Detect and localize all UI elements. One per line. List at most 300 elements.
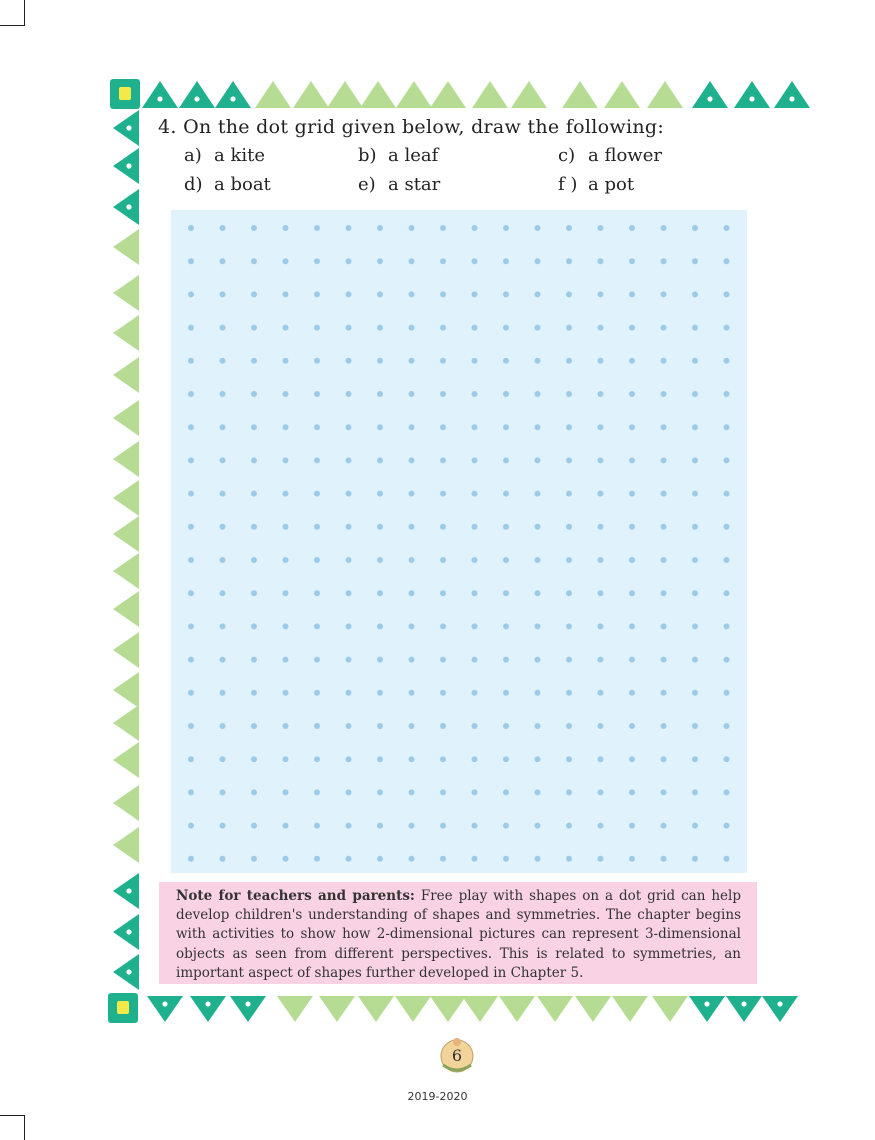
green-triangle — [462, 996, 498, 1022]
grid-dot — [314, 856, 320, 862]
grid-dot — [377, 823, 383, 829]
grid-dot — [503, 657, 509, 663]
dot-grid[interactable] — [171, 210, 747, 873]
grid-dot — [220, 524, 226, 530]
grid-dot — [692, 657, 698, 663]
grid-dot — [283, 524, 289, 530]
grid-dot — [724, 623, 730, 629]
grid-dot — [220, 358, 226, 364]
grid-dot — [692, 457, 698, 463]
grid-dot — [629, 291, 635, 297]
grid-dot — [535, 424, 541, 430]
grid-dot — [472, 325, 478, 331]
grid-dot — [629, 823, 635, 829]
grid-dot — [503, 457, 509, 463]
option-label: a) — [184, 145, 202, 166]
triangle-dot — [157, 96, 162, 101]
grid-dot — [598, 823, 604, 829]
grid-dot — [377, 723, 383, 729]
grid-dot — [535, 524, 541, 530]
grid-dot — [440, 291, 446, 297]
grid-dot — [220, 823, 226, 829]
grid-dot — [598, 623, 604, 629]
grid-dot — [503, 524, 509, 530]
footer-year: 2019-2020 — [407, 1090, 468, 1103]
grid-dot — [661, 258, 667, 264]
grid-dot — [188, 657, 194, 663]
grid-dot — [314, 690, 320, 696]
note-box — [159, 882, 757, 984]
grid-dot — [409, 491, 415, 497]
grid-dot — [346, 823, 352, 829]
grid-dot — [346, 524, 352, 530]
grid-dot — [440, 823, 446, 829]
grid-dot — [220, 856, 226, 862]
triangle-dot — [162, 1001, 167, 1006]
teal-triangle — [774, 81, 810, 108]
grid-dot — [661, 590, 667, 596]
grid-dot — [598, 424, 604, 430]
grid-dot — [724, 557, 730, 563]
grid-dot — [598, 723, 604, 729]
triangle-dot — [126, 163, 131, 168]
grid-dot — [220, 491, 226, 497]
triangle-dot — [707, 96, 712, 101]
teal-triangle — [734, 81, 770, 108]
grid-dot — [661, 225, 667, 231]
green-triangle — [327, 81, 363, 108]
triangle-dot — [741, 1001, 746, 1006]
grid-dot — [503, 690, 509, 696]
grid-dot — [314, 789, 320, 795]
grid-dot — [440, 856, 446, 862]
option-f — [558, 171, 634, 199]
grid-dot — [535, 823, 541, 829]
green-triangle — [647, 81, 683, 108]
grid-dot — [503, 723, 509, 729]
grid-dot — [535, 623, 541, 629]
grid-dot — [188, 590, 194, 596]
grid-dot — [503, 557, 509, 563]
grid-dot — [377, 590, 383, 596]
grid-dot — [346, 391, 352, 397]
green-triangle — [113, 705, 139, 741]
grid-dot — [283, 789, 289, 795]
grid-dot — [314, 258, 320, 264]
grid-dot — [251, 491, 257, 497]
triangle-dot — [704, 1001, 709, 1006]
grid-dot — [314, 524, 320, 530]
grid-dot — [440, 258, 446, 264]
green-triangle — [652, 996, 688, 1022]
grid-dot — [188, 557, 194, 563]
grid-dot — [598, 291, 604, 297]
grid-dot — [629, 258, 635, 264]
grid-dot — [220, 789, 226, 795]
grid-dot — [503, 258, 509, 264]
grid-dot — [314, 723, 320, 729]
grid-dot — [188, 756, 194, 762]
grid-dot — [503, 789, 509, 795]
grid-dot — [314, 391, 320, 397]
grid-dot — [314, 623, 320, 629]
grid-dot — [377, 789, 383, 795]
grid-dot — [566, 457, 572, 463]
grid-dot — [598, 524, 604, 530]
grid-dot — [472, 823, 478, 829]
grid-dot — [629, 657, 635, 663]
grid-dot — [314, 424, 320, 430]
grid-dot — [535, 557, 541, 563]
grid-dot — [598, 325, 604, 331]
grid-dot — [251, 358, 257, 364]
grid-dot — [188, 325, 194, 331]
question-title: 4. On the dot grid given below, draw the following: — [158, 116, 665, 138]
grid-dot — [346, 789, 352, 795]
option-label: c) — [558, 145, 576, 166]
grid-dot — [314, 491, 320, 497]
grid-dot — [503, 756, 509, 762]
grid-dot — [377, 391, 383, 397]
grid-dot — [314, 823, 320, 829]
green-triangle — [113, 229, 139, 265]
grid-dot — [629, 690, 635, 696]
grid-dot — [188, 723, 194, 729]
grid-dot — [283, 823, 289, 829]
grid-dot — [409, 590, 415, 596]
grid-dot — [377, 623, 383, 629]
grid-dot — [377, 325, 383, 331]
grid-dot — [220, 657, 226, 663]
grid-dot — [377, 424, 383, 430]
grid-dot — [566, 524, 572, 530]
grid-dot — [692, 723, 698, 729]
grid-dot — [503, 358, 509, 364]
triangle-dot — [126, 125, 131, 130]
grid-dot — [661, 325, 667, 331]
grid-dot — [566, 225, 572, 231]
grid-dot — [472, 557, 478, 563]
grid-dot — [503, 291, 509, 297]
grid-dot — [661, 557, 667, 563]
grid-dot — [314, 590, 320, 596]
grid-dot — [346, 358, 352, 364]
grid-dot — [629, 391, 635, 397]
triangle-dot — [205, 1001, 210, 1006]
option-label: f ) — [558, 174, 578, 195]
grid-dot — [283, 258, 289, 264]
green-triangle — [358, 996, 394, 1022]
grid-dot — [629, 424, 635, 430]
grid-dot — [535, 258, 541, 264]
grid-dot — [440, 358, 446, 364]
grid-dot — [629, 590, 635, 596]
option-e — [358, 171, 440, 199]
grid-dot — [346, 723, 352, 729]
green-triangle — [472, 81, 508, 108]
grid-dot — [661, 391, 667, 397]
grid-dot — [598, 657, 604, 663]
grid-dot — [692, 823, 698, 829]
grid-dot — [566, 823, 572, 829]
grid-dot — [283, 723, 289, 729]
grid-dot — [346, 623, 352, 629]
grid-dot — [661, 291, 667, 297]
teal-triangle — [726, 996, 762, 1022]
grid-dot — [409, 358, 415, 364]
teal-triangle — [113, 148, 139, 184]
grid-dot — [661, 789, 667, 795]
grid-dot — [692, 756, 698, 762]
grid-dot — [188, 391, 194, 397]
grid-dot — [220, 325, 226, 331]
grid-dot — [409, 657, 415, 663]
grid-dot — [251, 823, 257, 829]
grid-dot — [692, 623, 698, 629]
grid-dot — [598, 225, 604, 231]
grid-dot — [251, 657, 257, 663]
grid-dot — [629, 225, 635, 231]
grid-dot — [377, 690, 383, 696]
grid-dot — [598, 789, 604, 795]
triangle-dot — [749, 96, 754, 101]
grid-dot — [220, 424, 226, 430]
grid-dot — [692, 391, 698, 397]
grid-dot — [566, 590, 572, 596]
grid-dot — [409, 524, 415, 530]
options-row-1 — [158, 142, 778, 171]
teal-triangle — [215, 81, 251, 108]
dot-grid-dots — [171, 210, 747, 873]
green-triangle — [113, 441, 139, 477]
option-b — [358, 142, 438, 170]
note-body: Free play with shapes on a dot grid can help develop children's understanding of shapes and symmetries. The chapter begins with activities to show how 2-dimensional pictures can represent 3-dimensional objects as seen from different perspectives. This is related to symmetries, an important aspect of shapes further developed in Chapter 5. — [176, 888, 741, 981]
green-triangle — [113, 357, 139, 393]
green-triangle — [113, 827, 139, 863]
grid-dot — [598, 590, 604, 596]
grid-dot — [661, 723, 667, 729]
grid-dot — [283, 225, 289, 231]
triangle-dot — [230, 96, 235, 101]
grid-dot — [314, 557, 320, 563]
grid-dot — [724, 856, 730, 862]
grid-dot — [598, 391, 604, 397]
grid-dot — [346, 491, 352, 497]
green-triangle — [499, 996, 535, 1022]
grid-dot — [377, 457, 383, 463]
option-text: a pot — [588, 174, 635, 195]
grid-dot — [251, 856, 257, 862]
grid-dot — [409, 623, 415, 629]
grid-dot — [283, 358, 289, 364]
grid-dot — [409, 856, 415, 862]
grid-dot — [251, 457, 257, 463]
grid-dot — [566, 358, 572, 364]
grid-dot — [535, 225, 541, 231]
grid-dot — [472, 723, 478, 729]
grid-dot — [346, 291, 352, 297]
grid-dot — [188, 424, 194, 430]
grid-dot — [377, 225, 383, 231]
grid-dot — [377, 756, 383, 762]
grid-dot — [440, 590, 446, 596]
grid-dot — [724, 225, 730, 231]
grid-dot — [629, 756, 635, 762]
corner-inner-square — [119, 87, 131, 100]
grid-dot — [409, 424, 415, 430]
grid-dot — [346, 225, 352, 231]
teal-triangle — [113, 914, 139, 950]
grid-dot — [724, 391, 730, 397]
grid-dot — [440, 756, 446, 762]
grid-dot — [724, 258, 730, 264]
option-d — [184, 171, 271, 199]
grid-dot — [283, 325, 289, 331]
green-triangle — [113, 553, 139, 589]
grid-dot — [724, 690, 730, 696]
grid-dot — [503, 491, 509, 497]
teal-triangle — [113, 954, 139, 990]
teal-triangle — [113, 873, 139, 909]
grid-dot — [724, 756, 730, 762]
option-label: e) — [358, 174, 376, 195]
grid-dot — [220, 723, 226, 729]
grid-dot — [535, 590, 541, 596]
grid-dot — [661, 491, 667, 497]
grid-dot — [188, 258, 194, 264]
grid-dot — [472, 358, 478, 364]
grid-dot — [661, 358, 667, 364]
grid-dot — [598, 557, 604, 563]
green-triangle — [396, 81, 432, 108]
green-triangle — [113, 315, 139, 351]
grid-dot — [535, 690, 541, 696]
grid-dot — [251, 291, 257, 297]
grid-dot — [724, 590, 730, 596]
green-triangle — [293, 81, 329, 108]
grid-dot — [377, 291, 383, 297]
grid-dot — [692, 424, 698, 430]
grid-dot — [598, 690, 604, 696]
grid-dot — [409, 291, 415, 297]
grid-dot — [661, 856, 667, 862]
grid-dot — [503, 391, 509, 397]
grid-dot — [535, 291, 541, 297]
grid-dot — [661, 756, 667, 762]
grid-dot — [440, 391, 446, 397]
grid-dot — [440, 623, 446, 629]
grid-dot — [535, 723, 541, 729]
grid-dot — [440, 690, 446, 696]
triangle-dot — [789, 96, 794, 101]
grid-dot — [409, 457, 415, 463]
grid-dot — [314, 325, 320, 331]
grid-dot — [220, 457, 226, 463]
grid-dot — [188, 457, 194, 463]
grid-dot — [188, 623, 194, 629]
grid-dot — [724, 823, 730, 829]
grid-dot — [661, 657, 667, 663]
grid-dot — [598, 457, 604, 463]
green-triangle — [537, 996, 573, 1022]
teal-triangle — [689, 996, 725, 1022]
grid-dot — [566, 557, 572, 563]
green-triangle — [575, 996, 611, 1022]
grid-dot — [692, 524, 698, 530]
teal-triangle — [692, 81, 728, 108]
grid-dot — [629, 358, 635, 364]
grid-dot — [692, 291, 698, 297]
grid-dot — [283, 291, 289, 297]
grid-dot — [220, 391, 226, 397]
grid-dot — [566, 391, 572, 397]
grid-dot — [472, 623, 478, 629]
grid-dot — [283, 424, 289, 430]
triangle-dot — [245, 1001, 250, 1006]
grid-dot — [440, 557, 446, 563]
option-text: a kite — [214, 145, 266, 166]
option-label: b) — [358, 145, 377, 166]
triangle-dot — [126, 204, 131, 209]
grid-dot — [220, 756, 226, 762]
grid-dot — [283, 623, 289, 629]
grid-dot — [472, 457, 478, 463]
grid-dot — [251, 789, 257, 795]
grid-dot — [629, 325, 635, 331]
grid-dot — [598, 756, 604, 762]
green-triangle — [395, 996, 431, 1022]
grid-dot — [661, 457, 667, 463]
grid-dot — [377, 856, 383, 862]
grid-dot — [598, 258, 604, 264]
grid-dot — [377, 491, 383, 497]
grid-dot — [629, 524, 635, 530]
page-number-badge — [437, 1035, 477, 1075]
grid-dot — [251, 524, 257, 530]
grid-dot — [251, 590, 257, 596]
option-text: a leaf — [388, 145, 439, 166]
grid-dot — [440, 789, 446, 795]
grid-dot — [692, 358, 698, 364]
grid-dot — [566, 491, 572, 497]
grid-dot — [629, 856, 635, 862]
grid-dot — [314, 657, 320, 663]
green-triangle — [430, 996, 466, 1022]
grid-dot — [629, 623, 635, 629]
grid-dot — [661, 524, 667, 530]
grid-dot — [377, 657, 383, 663]
grid-dot — [346, 325, 352, 331]
green-triangle — [360, 81, 396, 108]
grid-dot — [377, 557, 383, 563]
grid-dot — [566, 258, 572, 264]
grid-dot — [283, 590, 289, 596]
grid-dot — [724, 291, 730, 297]
grid-dot — [566, 856, 572, 862]
grid-dot — [692, 258, 698, 264]
grid-dot — [566, 657, 572, 663]
grid-dot — [724, 424, 730, 430]
grid-dot — [251, 723, 257, 729]
grid-dot — [440, 657, 446, 663]
grid-dot — [629, 789, 635, 795]
grid-dot — [314, 457, 320, 463]
grid-dot — [472, 690, 478, 696]
grid-dot — [283, 457, 289, 463]
green-triangle — [113, 480, 139, 516]
grid-dot — [598, 856, 604, 862]
grid-dot — [472, 258, 478, 264]
